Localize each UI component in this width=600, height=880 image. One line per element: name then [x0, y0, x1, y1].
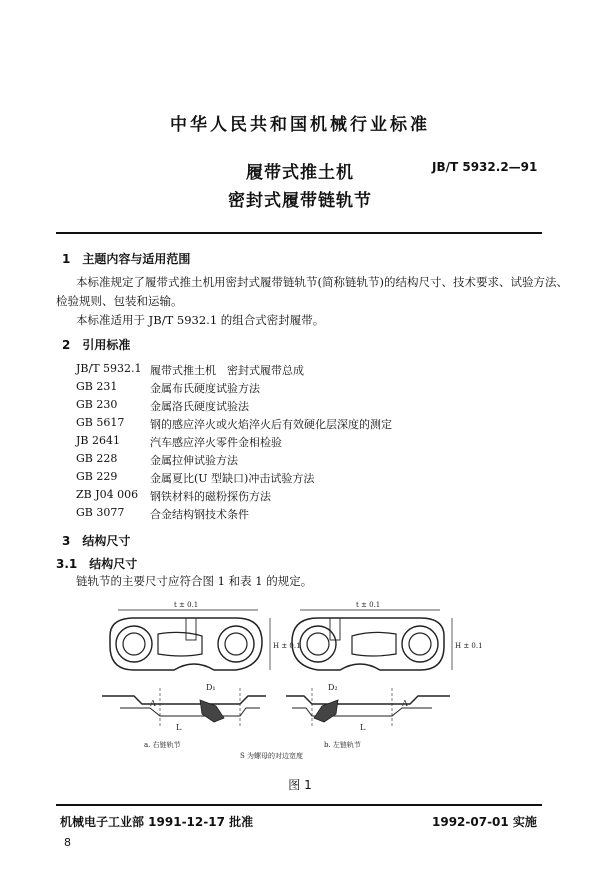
section-3-1-para: 链轨节的主要尺寸应符合图 1 和表 1 的规定。 [76, 574, 313, 588]
reference-title: 汽车感应淬火零件金相检验 [150, 436, 282, 449]
dim-d1-left: D₁ [206, 683, 216, 692]
reference-code: ZB J04 006 [76, 488, 139, 501]
dim-top-left: t ± 0.1 [174, 601, 199, 609]
left-link-side-view [292, 601, 483, 670]
section-3-heading: 3 结构尺寸 [62, 534, 131, 548]
document-title-line2: 密封式履带链轨节 [228, 191, 372, 211]
figure-note: S 为螺母的对边宽度 [240, 752, 304, 760]
right-link-section-view [102, 683, 266, 732]
dim-l-right: L [360, 723, 366, 732]
reference-title: 合金结构钢技术条件 [150, 508, 249, 521]
section-1-para2: 本标准适用于 JB/T 5932.1 的组合式密封履带。 [76, 313, 325, 327]
document-title-line1: 履带式推土机 [246, 163, 354, 183]
dim-a-right: A [402, 699, 408, 708]
standard-category: 中华人民共和国机械行业标准 [170, 115, 430, 135]
reference-title: 金属布氏硬度试验方法 [150, 382, 260, 395]
section-2-heading: 2 引用标准 [62, 338, 131, 352]
reference-code: GB 229 [76, 470, 118, 483]
reference-title: 金属拉伸试验方法 [150, 454, 238, 467]
track-link-drawing [90, 596, 550, 761]
reference-title: 钢铁材料的磁粉探伤方法 [150, 490, 271, 503]
header-rule [56, 232, 542, 234]
dim-h-left: H ± 0.1 [273, 642, 301, 650]
dim-a-left: A [150, 699, 156, 708]
reference-code: GB 3077 [76, 506, 125, 519]
figure-caption: 图 1 [288, 778, 312, 792]
dim-h-right: H ± 0.1 [455, 642, 483, 650]
footer-rule [56, 804, 542, 806]
dim-d2-right: D₂ [328, 683, 338, 692]
implementation-date: 1992-07-01 实施 [432, 815, 537, 829]
figure-1 [90, 596, 550, 761]
reference-code: GB 230 [76, 398, 118, 411]
dim-top-right: t ± 0.1 [356, 601, 381, 609]
label-left-link: b. 左链轨节 [324, 741, 361, 749]
reference-title: 钢的感应淬火或火焰淬火后有效硬化层深度的测定 [150, 418, 392, 431]
reference-title: 金属洛氏硬度试验法 [150, 400, 249, 413]
reference-title: 金属夏比(U 型缺口)冲击试验方法 [150, 472, 315, 485]
right-link-side-view [110, 601, 301, 670]
section-3-1-heading: 3.1 结构尺寸 [56, 557, 138, 571]
approval-issuer: 机械电子工业部 1991-12-17 批准 [60, 815, 254, 829]
reference-code: GB 231 [76, 380, 118, 393]
label-right-link: a. 右链轨节 [144, 741, 181, 749]
standard-code: JB/T 5932.2—91 [432, 160, 538, 174]
reference-code: JB/T 5932.1 [76, 362, 142, 375]
dim-l-left: L [176, 723, 182, 732]
page-number: 8 [64, 836, 71, 849]
left-link-section-view [286, 683, 450, 732]
reference-title: 履带式推土机 密封式履带总成 [150, 364, 304, 377]
reference-code: JB 2641 [76, 434, 120, 447]
reference-code: GB 228 [76, 452, 118, 465]
section-1-para1-line2: 检验规则、包装和运输。 [56, 294, 183, 308]
reference-code: GB 5617 [76, 416, 125, 429]
section-1-heading: 1 主题内容与适用范围 [62, 252, 191, 266]
section-1-para1-line1: 本标准规定了履带式推土机用密封式履带链轨节(简称链轨节)的结构尺寸、技术要求、试验方法、 [76, 275, 568, 289]
